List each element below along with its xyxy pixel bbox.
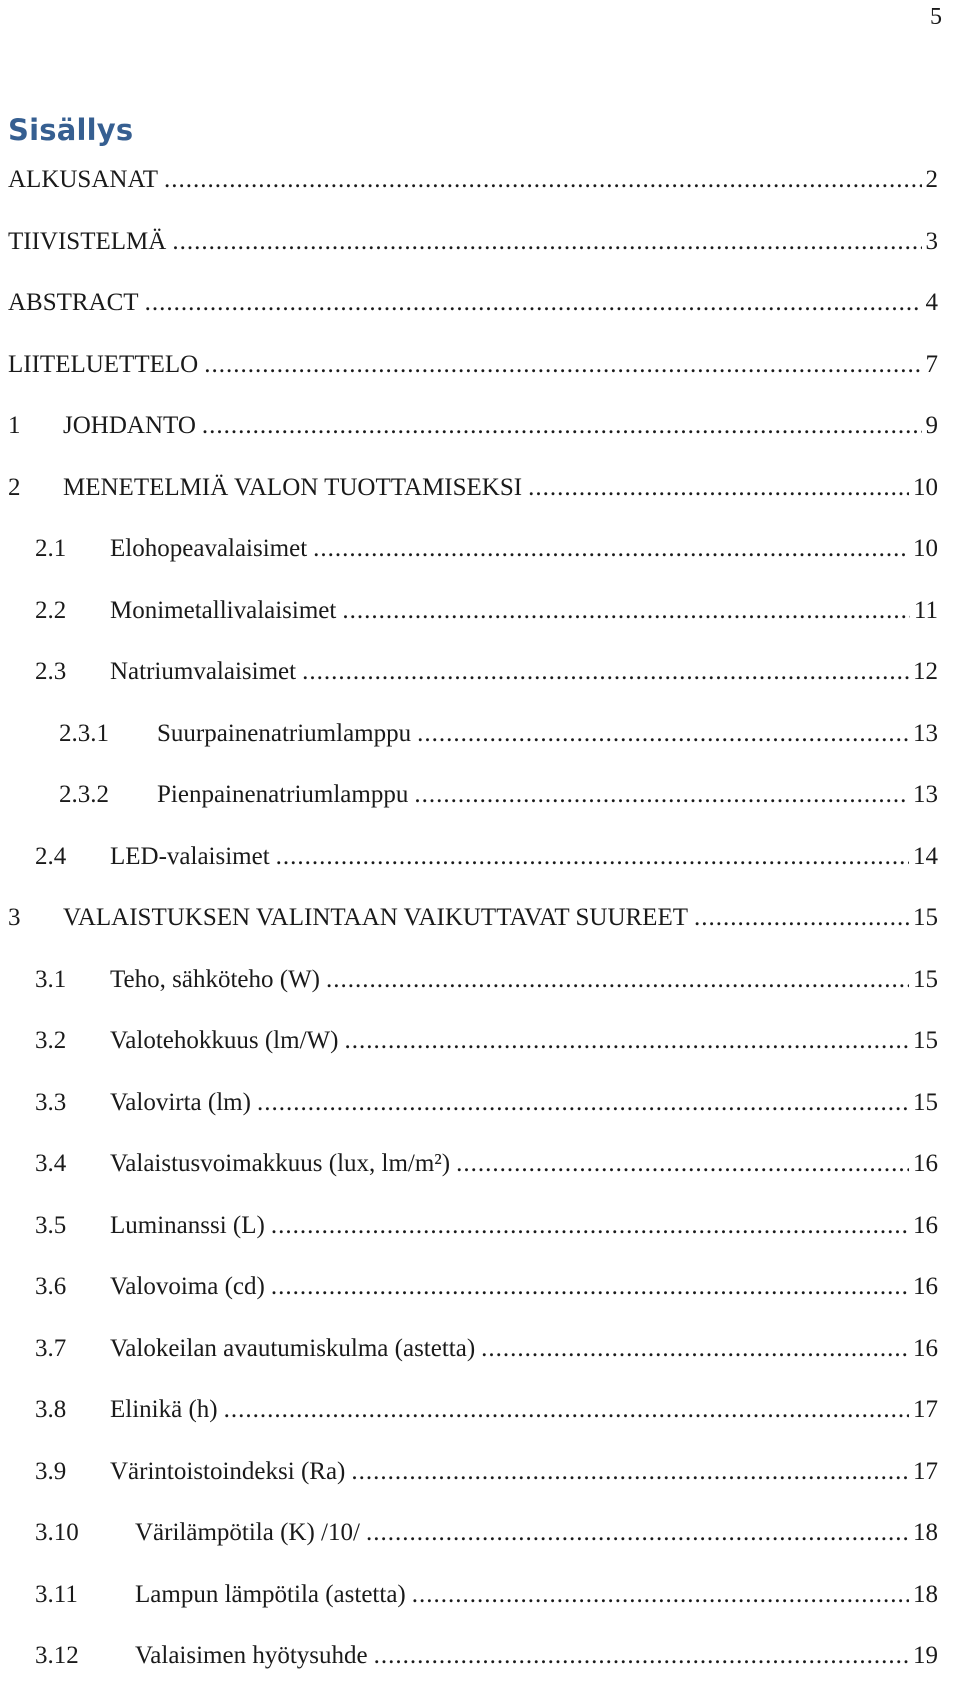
toc-entry-number: 3.2 [35,1027,67,1054]
toc-title: Sisällys [8,113,134,147]
toc-entry-label: Värilämpötila (K) /10/ [135,1519,360,1546]
dot-leader [257,1084,909,1122]
toc-entry[interactable] [0,1564,960,1626]
toc-entry-number: 2.3.1 [59,719,109,747]
toc-entry-label: Valovoima (cd) [110,1273,265,1300]
toc-entry[interactable] [0,1502,960,1564]
table-of-contents [0,149,960,1687]
dot-leader [326,961,909,999]
toc-entry-page: 16 [913,1334,938,1362]
toc-entry-number: 2.3.2 [59,781,109,808]
toc-entry-page: 4 [925,289,938,316]
toc-entry-page: 7 [925,350,938,378]
dot-leader [313,530,909,568]
toc-entry[interactable] [0,1195,960,1257]
toc-entry-label: Lampun lämpötila (astetta) [135,1580,406,1608]
toc-entry-page: 16 [913,1150,938,1177]
dot-leader [302,653,909,691]
toc-entry[interactable] [0,1318,960,1380]
dot-leader [694,899,909,937]
toc-entry-number: 2.3 [35,658,67,685]
toc-entry-page: 15 [913,1027,938,1054]
dot-leader [456,1145,909,1183]
toc-entry-label: Valaisimen hyötysuhde [135,1642,368,1669]
toc-entry[interactable] [0,149,960,211]
toc-entry-label: Natriumvalaisimet [110,658,297,685]
toc-entry[interactable] [0,211,960,273]
dot-leader [145,284,922,322]
toc-entry[interactable] [0,1441,960,1503]
toc-entry[interactable] [0,1010,960,1072]
toc-entry-page: 19 [913,1642,938,1669]
toc-entry-label: Luminanssi (L) [110,1211,265,1239]
dot-leader [351,1453,909,1491]
toc-entry[interactable] [0,1133,960,1195]
toc-entry-page: 17 [913,1396,938,1423]
dot-leader [224,1391,909,1429]
toc-entry-page: 11 [913,596,938,624]
toc-entry[interactable] [0,949,960,1011]
toc-entry-page: 18 [913,1580,938,1608]
dot-leader [172,223,921,261]
toc-entry-label: ABSTRACT [8,289,139,316]
dot-leader [204,346,921,384]
toc-entry-label: Suurpainenatriumlamppu [157,719,412,747]
toc-entry[interactable] [0,272,960,334]
toc-entry-page: 13 [913,719,938,747]
dot-leader [417,715,909,753]
toc-entry[interactable] [0,1625,960,1687]
toc-entry-page: 14 [913,842,938,870]
toc-entry-number: 3.12 [35,1642,79,1669]
dot-leader [271,1207,909,1245]
dot-leader [271,1268,909,1306]
toc-entry-label: Pienpainenatriumlamppu [157,781,409,808]
toc-entry-number: 1 [8,412,21,439]
page-number: 5 [930,4,942,30]
toc-entry-label: TIIVISTELMÄ [8,227,167,255]
toc-entry-page: 3 [925,227,938,255]
toc-entry-page: 10 [913,535,938,562]
toc-entry-number: 3.8 [35,1396,67,1423]
toc-entry[interactable] [0,395,960,457]
toc-entry-number: 3 [8,904,21,931]
toc-entry-number: 3.11 [35,1580,78,1608]
dot-leader [366,1514,909,1552]
toc-entry-page: 12 [913,658,938,685]
toc-entry[interactable] [0,1256,960,1318]
toc-entry-number: 3.3 [35,1088,67,1116]
toc-entry[interactable] [0,1379,960,1441]
toc-entry[interactable] [0,641,960,703]
toc-entry[interactable] [0,887,960,949]
toc-entry[interactable] [0,518,960,580]
toc-entry-number: 2.2 [35,596,67,624]
toc-entry[interactable] [0,457,960,519]
toc-entry-number: 2 [8,473,21,501]
toc-entry-label: Monimetallivalaisimet [110,596,337,624]
toc-entry-number: 3.5 [35,1211,67,1239]
dot-leader [202,407,922,445]
toc-entry-number: 3.9 [35,1457,67,1485]
toc-entry-label: Teho, sähköteho (W) [110,965,320,993]
toc-entry[interactable] [0,703,960,765]
toc-entry-number: 3.4 [35,1150,67,1177]
toc-entry-page: 15 [913,965,938,993]
dot-leader [528,469,909,507]
dot-leader [276,838,909,876]
toc-entry-label: Värintoistoindeksi (Ra) [110,1457,346,1485]
dot-leader [374,1637,909,1675]
toc-entry-number: 3.7 [35,1334,67,1362]
toc-entry-page: 15 [913,904,938,931]
toc-entry-page: 13 [913,781,938,808]
toc-entry-number: 3.1 [35,965,67,993]
dot-leader [344,1022,909,1060]
toc-entry-number: 3.6 [35,1273,67,1300]
toc-entry-page: 18 [913,1519,938,1546]
toc-entry-page: 9 [925,412,938,439]
toc-entry[interactable] [0,580,960,642]
toc-entry-page: 16 [913,1273,938,1300]
toc-entry-label: JOHDANTO [63,412,196,439]
toc-entry-label: Valaistusvoimakkuus (lux, lm/m²) [110,1150,451,1177]
dot-leader [414,776,909,814]
toc-entry-page: 10 [913,473,938,501]
toc-entry-page: 15 [913,1088,938,1116]
toc-entry[interactable] [0,1072,960,1134]
toc-entry-label: LED-valaisimet [110,842,270,870]
toc-entry-label: Valovirta (lm) [110,1088,251,1116]
dot-leader [481,1330,909,1368]
toc-entry-label: VALAISTUKSEN VALINTAAN VAIKUTTAVAT SUUREET [63,904,688,931]
toc-entry-number: 2.4 [35,842,67,870]
toc-entry-number: 2.1 [35,535,67,562]
dot-leader [412,1576,909,1614]
toc-entry-label: MENETELMIÄ VALON TUOTTAMISEKSI [63,473,523,501]
toc-entry-label: Elohopeavalaisimet [110,535,308,562]
toc-entry-number: 3.10 [35,1519,79,1546]
toc-entry[interactable] [0,334,960,396]
toc-entry-label: Valokeilan avautumiskulma (astetta) [110,1334,476,1362]
toc-entry-label: Valotehokkuus (lm/W) [110,1027,339,1054]
toc-entry-label: Elinikä (h) [110,1396,218,1423]
toc-entry-page: 16 [913,1211,938,1239]
dot-leader [164,161,922,199]
toc-entry[interactable] [0,764,960,826]
dot-leader [342,592,910,630]
toc-entry-label: ALKUSANAT [8,166,158,193]
toc-entry-page: 2 [925,166,938,193]
toc-entry-page: 17 [913,1457,938,1485]
toc-entry[interactable] [0,826,960,888]
toc-entry-label: LIITELUETTELO [8,350,199,378]
